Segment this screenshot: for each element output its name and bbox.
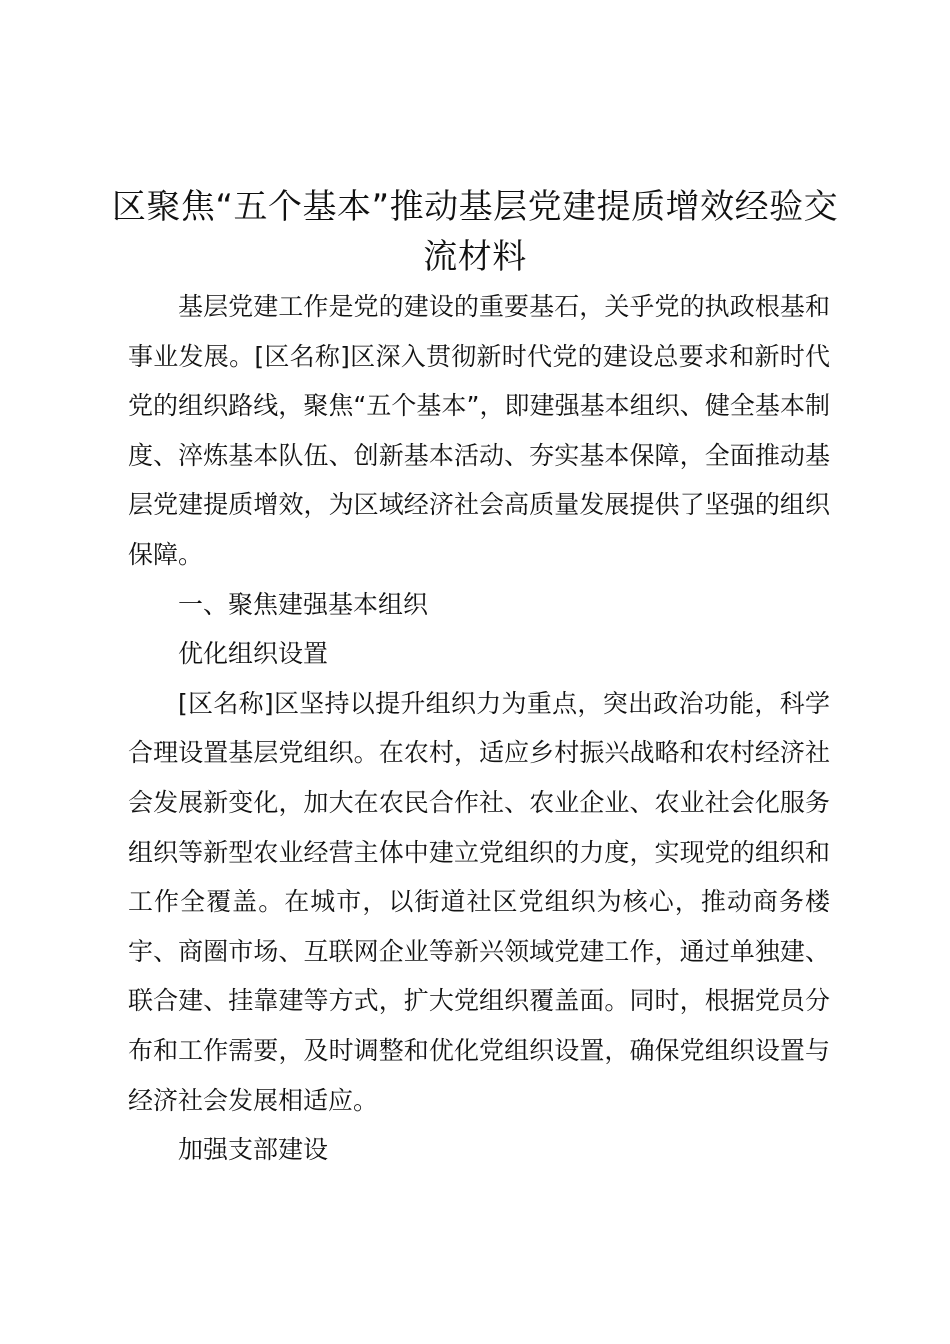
section-heading-1: 一、聚焦建强基本组织 — [178, 589, 429, 619]
document-title: 区聚焦“五个基本”推动基层党建提质增效经验交流材料 — [111, 187, 839, 277]
body-paragraph-optimize: [区名称]区坚持以提升组织力为重点，突出政治功能，科学合理设置基层党组织。在农村，适应乡村振兴战略和农村经济社会发展新变化，加大在农民合作社、农业企业、农业社会化服务组织等新型农业经营主体中建立党组织的力度，实现党的组织和工作全覆盖。在城市，以街道社区党组织为核心，推动商务楼宇、商圈市场、互联网企业等新兴领域党建工作，通过单独建、联合建、挂靠建等方式，扩大党组织覆盖面。同时，根据党员分布和工作需要，及时调整和优化党组织设置，确保党组织设置与经济社会发展相适应。 — [128, 688, 830, 1115]
subsection-heading-branch: 加强支部建设 — [178, 1135, 329, 1165]
intro-paragraph: 基层党建工作是党的建设的重要基石，关乎党的执政根基和事业发展。[区名称]区深入贯彻新时代党的建设总要求和新时代党的组织路线，聚焦“五个基本”，即建强基本组织、健全基本制度、淬炼基本队伍、创新基本活动、夯实基本保障，全面推动基层党建提质增效，为区域经济社会高质量发展提供了坚强的组织保障。 — [128, 292, 830, 569]
document-body — [128, 282, 830, 1175]
subsection-heading-optimize: 优化组织设置 — [178, 639, 329, 669]
